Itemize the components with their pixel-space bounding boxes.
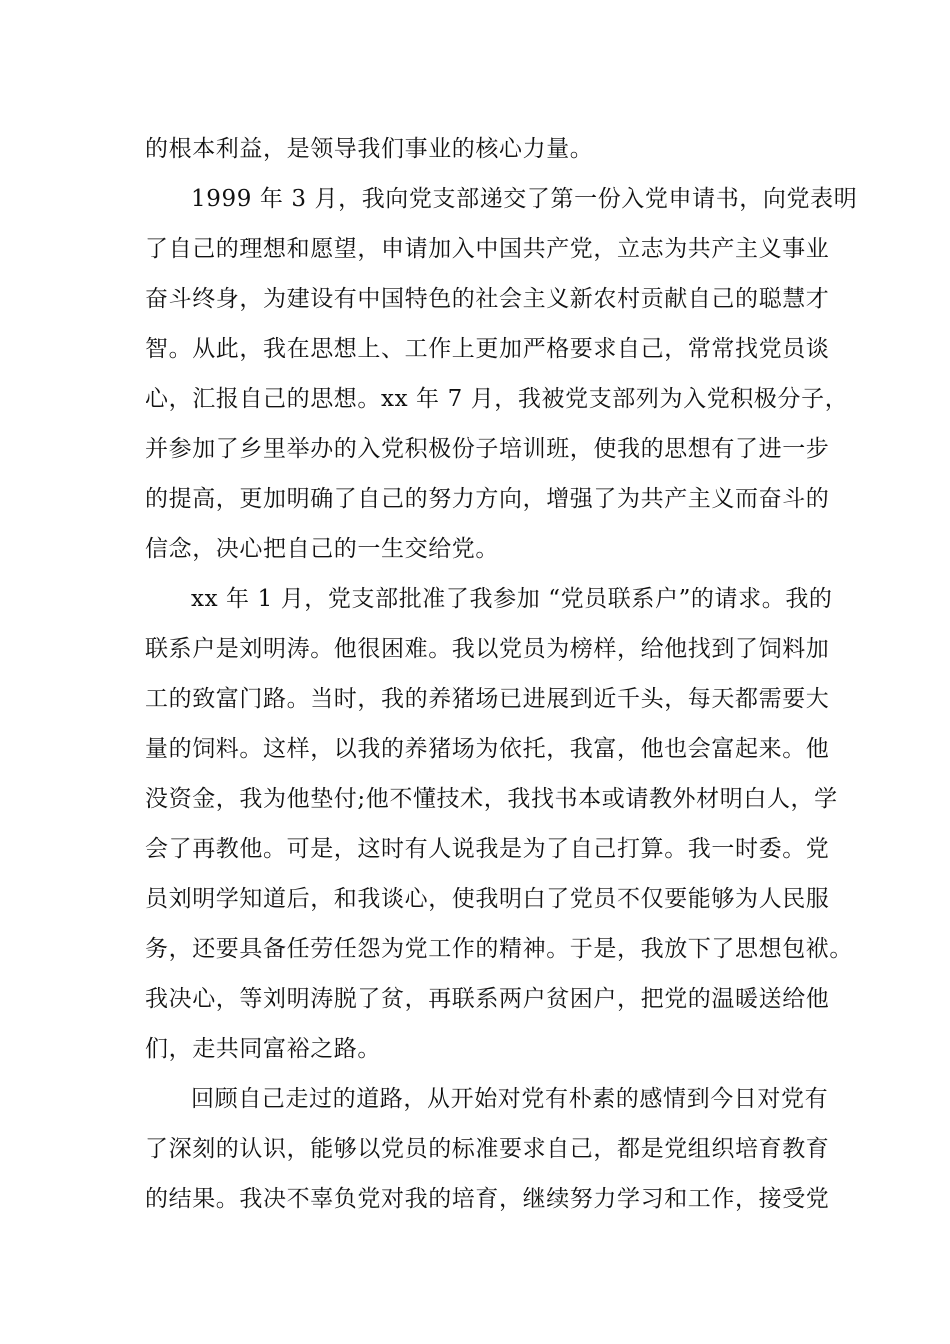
paragraph-line: 的结果。我决不辜负党对我的培育，继续努力学习和工作，接受党 — [145, 1186, 830, 1212]
paragraph-line: 我决心，等刘明涛脱了贫，再联系两户贫困户，把党的温暖送给他 — [145, 986, 830, 1012]
paragraph-line: 信念，决心把自己的一生交给党。 — [145, 536, 499, 562]
paragraph-line: 了自己的理想和愿望，申请加入中国共产党，立志为共产主义事业 — [145, 236, 830, 262]
paragraph-line: 没资金，我为他垫付;他不懂技术，我找书本或请教外材明白人，学 — [145, 786, 838, 812]
paragraph-line: 智。从此，我在思想上、工作上更加严格要求自己，常常找党员谈 — [145, 336, 830, 362]
paragraph-line: 会了再教他。可是，这时有人说我是为了自己打算。我一时委。党 — [145, 836, 830, 862]
paragraph-line: 1999 年 3 月，我向党支部递交了第一份入党申请书，向党表明 — [191, 186, 858, 212]
paragraph-line: 们，走共同富裕之路。 — [145, 1036, 381, 1062]
paragraph-line: 联系户是刘明涛。他很困难。我以党员为榜样，给他找到了饲料加 — [145, 636, 830, 662]
paragraph-line: xx 年 1 月，党支部批准了我参加 “党员联系户”的请求。我的 — [191, 586, 833, 612]
paragraph-line: 务，还要具备任劳任怨为党工作的精神。于是，我放下了思想包袱。 — [145, 936, 853, 962]
paragraph-line: 心，汇报自己的思想。xx 年 7 月，我被党支部列为入党积极分子， — [145, 386, 849, 412]
paragraph-line: 员刘明学知道后，和我谈心，使我明白了党员不仅要能够为人民服 — [145, 886, 830, 912]
paragraph-line: 的提高，更加明确了自己的努力方向，增强了为共产主义而奋斗的 — [145, 486, 830, 512]
paragraph-line: 的根本利益，是领导我们事业的核心力量。 — [145, 136, 594, 162]
paragraph-line: 并参加了乡里举办的入党积极份子培训班，使我的思想有了进一步 — [145, 436, 830, 462]
paragraph-line: 回顾自己走过的道路，从开始对党有朴素的感情到今日对党有 — [191, 1086, 829, 1112]
paragraph-line: 奋斗终身，为建设有中国特色的社会主义新农村贡献自己的聪慧才 — [145, 286, 830, 312]
paragraph-line: 了深刻的认识，能够以党员的标准要求自己，都是党组织培育教育 — [145, 1136, 830, 1162]
paragraph-line: 量的饲料。这样，以我的养猪场为依托，我富，他也会富起来。他 — [145, 736, 830, 762]
paragraph-line: 工的致富门路。当时，我的养猪场已进展到近千头，每天都需要大 — [145, 686, 830, 712]
